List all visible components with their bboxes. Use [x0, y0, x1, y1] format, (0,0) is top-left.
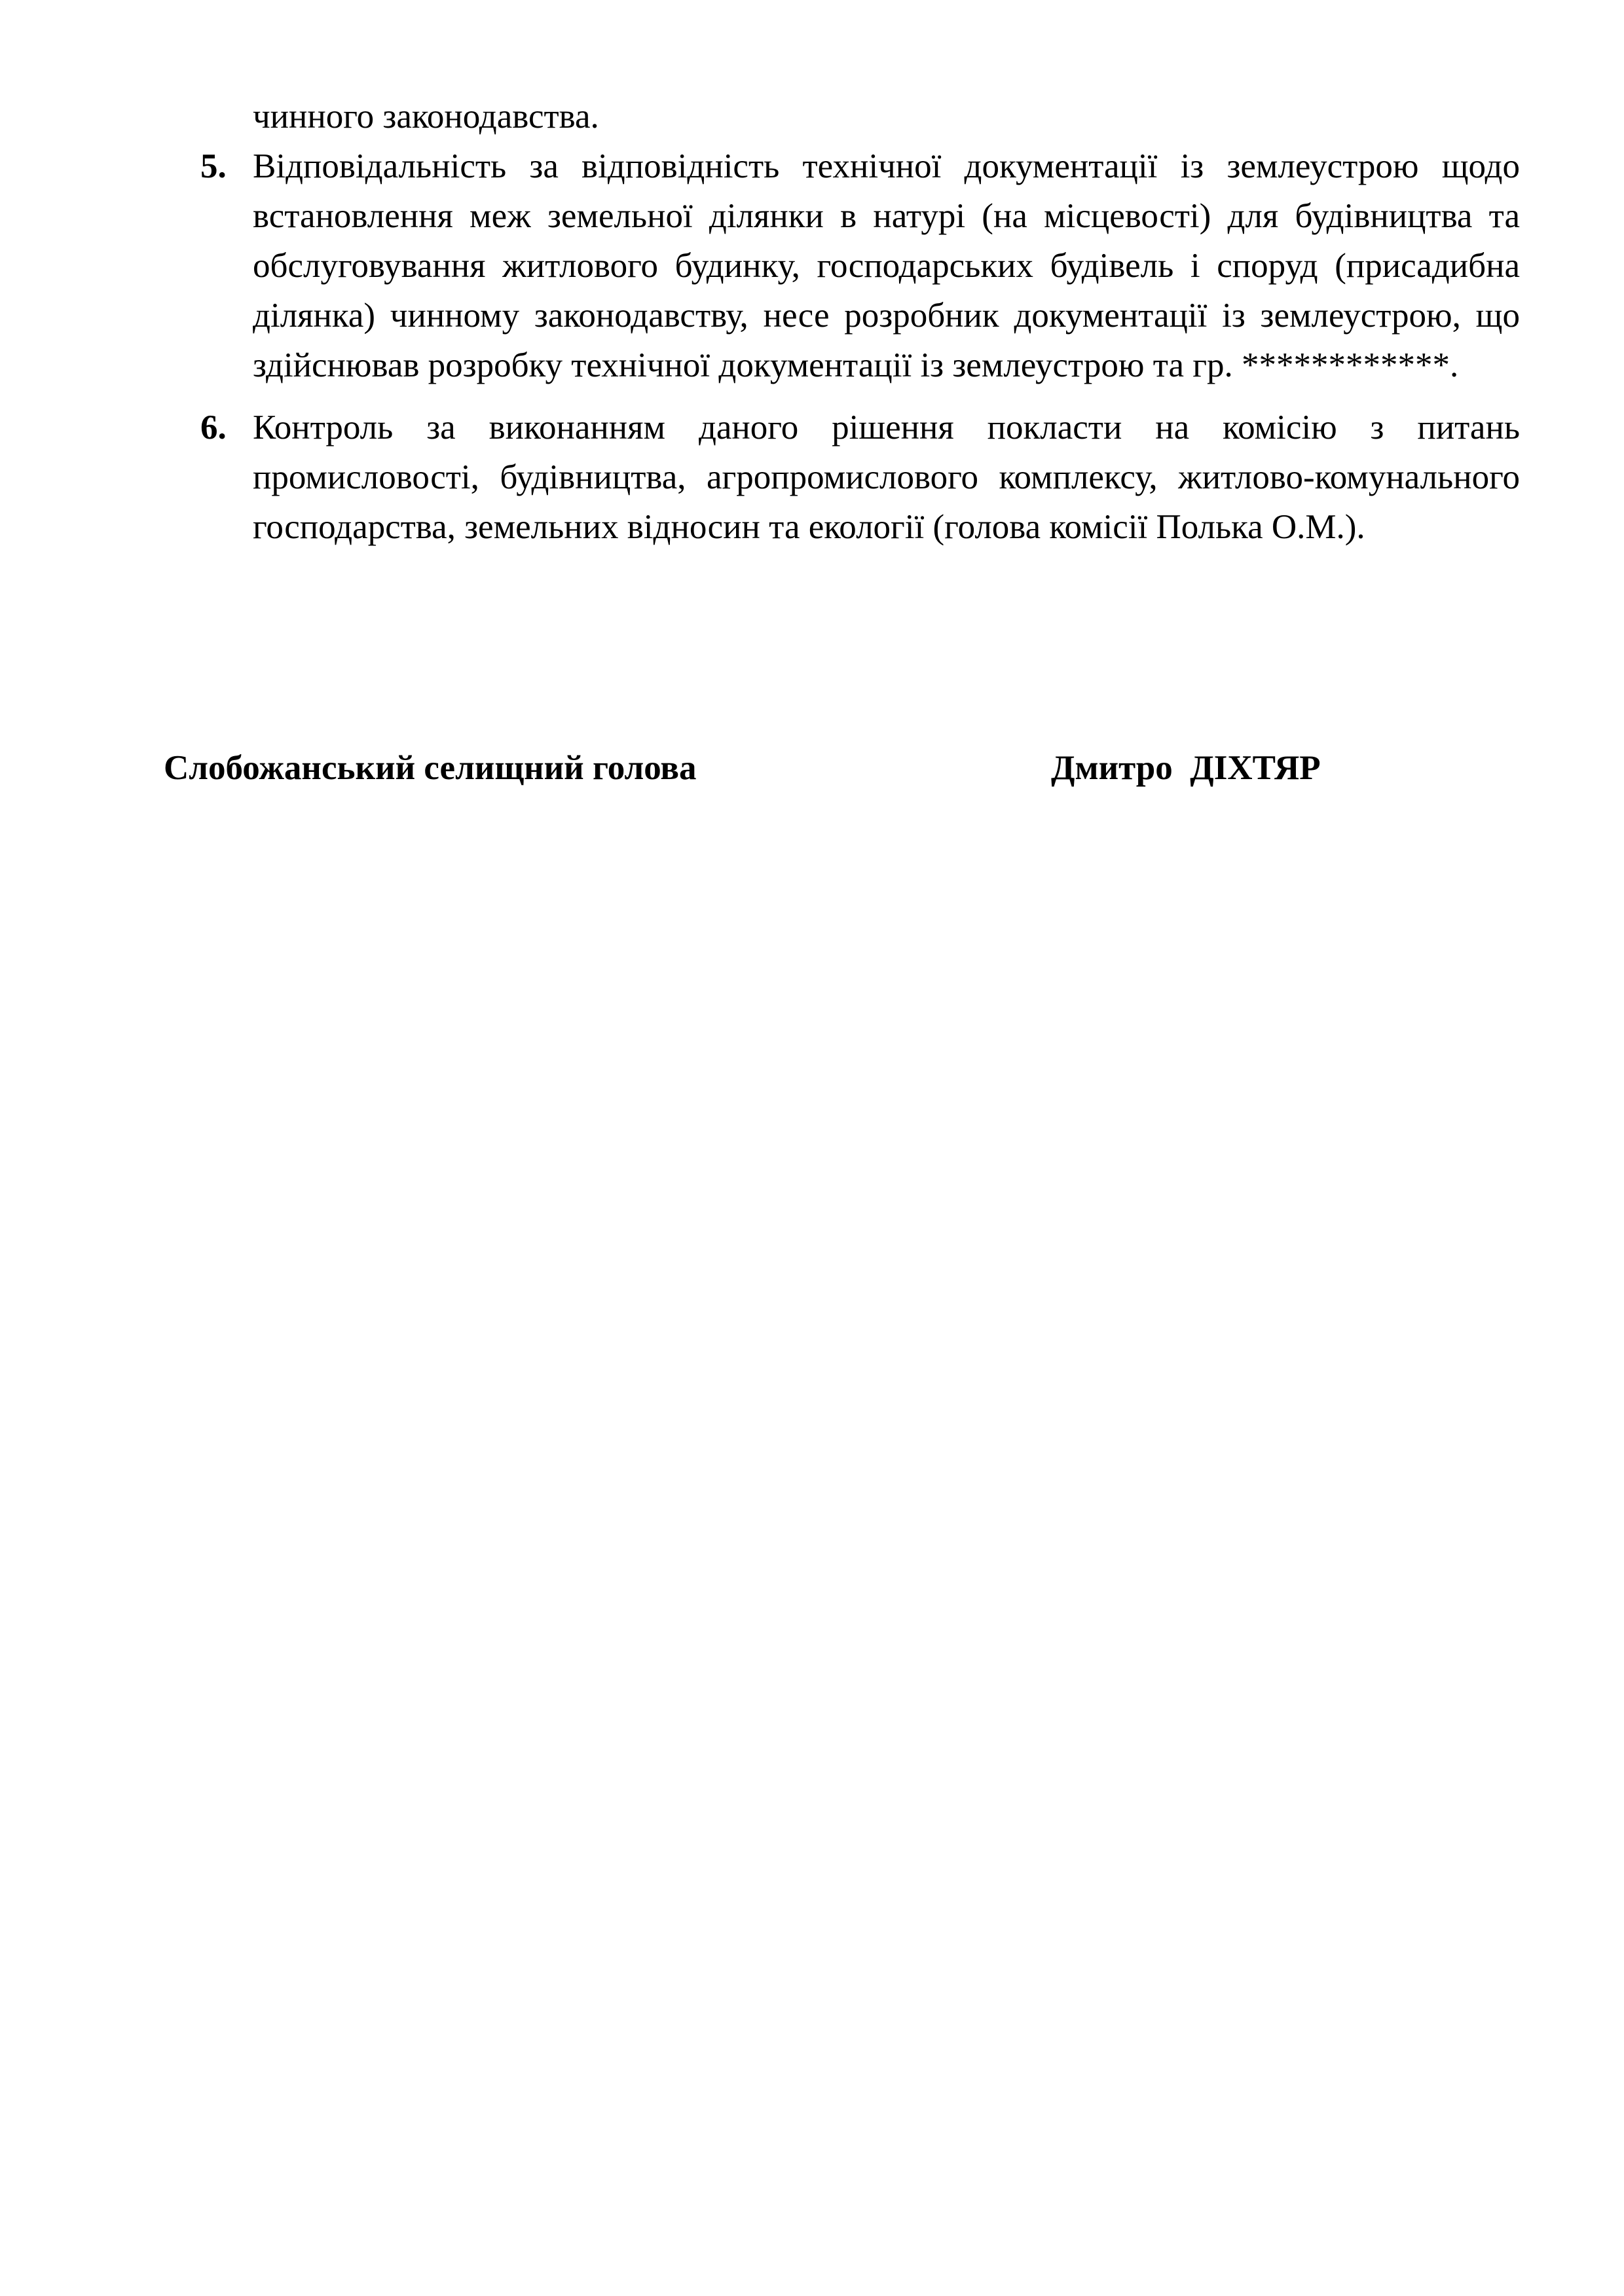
item-text: Контроль за виконанням даного рішення покласти на комісію з питань промисловості, будівництва, агропромислового комплексу, житлово-комунального господарства, земельних відносин та екології (голова комісії Полька О.М.).	[253, 409, 1520, 546]
item-number: 6.	[200, 409, 227, 446]
signature-name: Дмитро ДІХТЯР	[1051, 749, 1321, 787]
continuation-text: чинного законодавства.	[253, 98, 599, 136]
item-number: 5.	[200, 147, 227, 185]
item-text: Відповідальність за відповідність технічної документації із землеустрою щодо встановлення меж земельної ділянки в натурі (на місцевості) для будівництва та обслуговування житлового будинку, господарських будівель і споруд (присадибна ділянка) чинному законодавству, несе розробник документації із землеустрою, що здійснював розробку технічної документації із землеустрою та гр. ************.	[253, 147, 1520, 384]
list-item	[200, 141, 1520, 390]
signature-position: Слобожанський селищний голова	[164, 749, 697, 787]
list-item	[200, 403, 1520, 552]
